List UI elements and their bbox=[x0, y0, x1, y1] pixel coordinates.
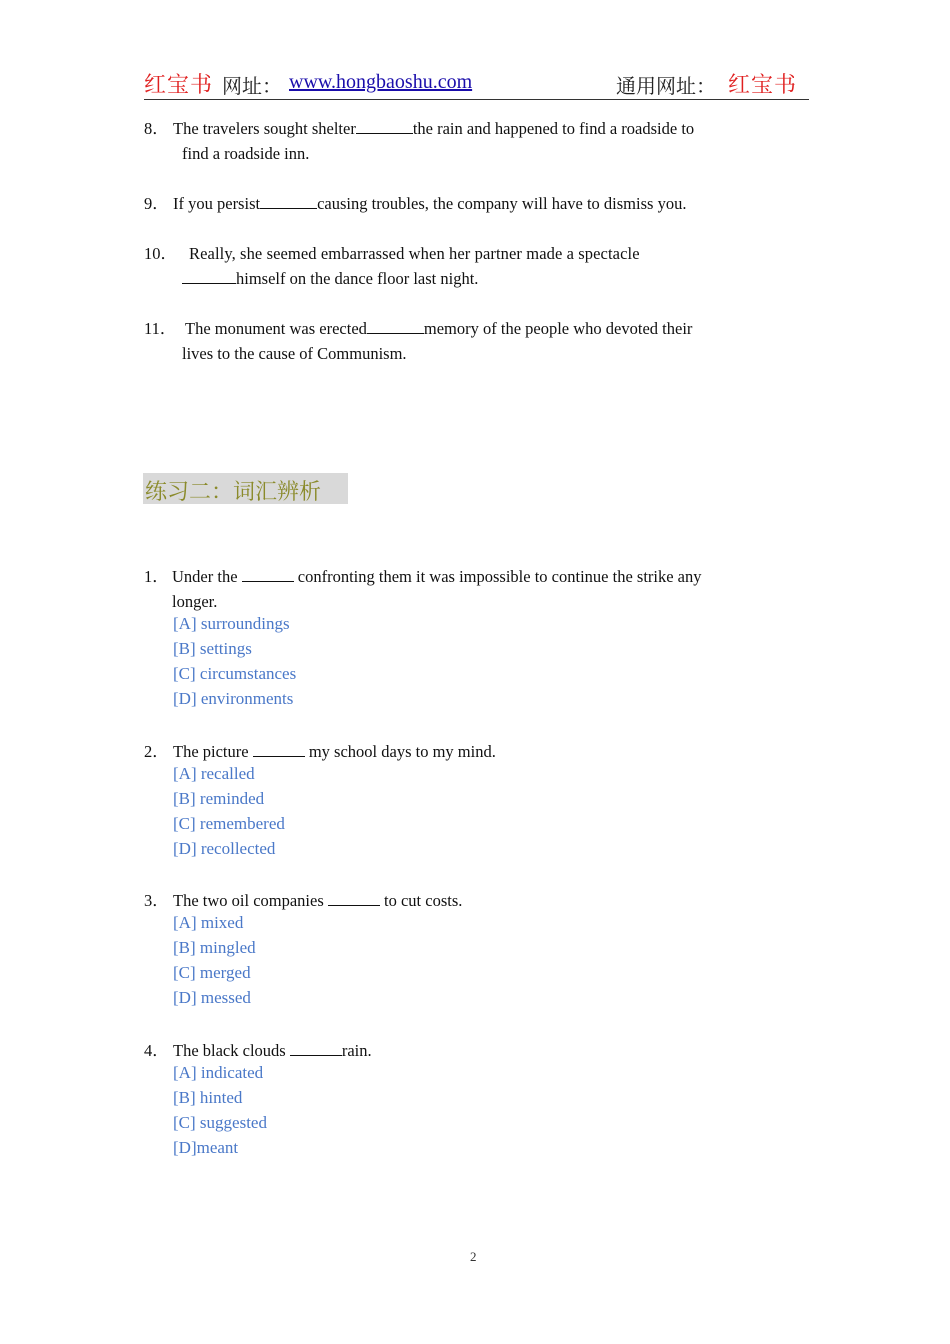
option-d[interactable]: [D]meant bbox=[173, 1138, 239, 1157]
question-10 bbox=[144, 241, 809, 291]
vocab-question-2 bbox=[144, 739, 809, 764]
website-link[interactable]: www.hongbaoshu.com bbox=[289, 71, 473, 93]
option-b[interactable]: [B] settings bbox=[173, 639, 252, 658]
section-heading bbox=[143, 473, 348, 504]
question-text: confronting them it was impossible to continue the strike any bbox=[293, 567, 702, 586]
question-text: Really, she seemed embarrassed when her partner made a spectacle bbox=[189, 244, 640, 263]
question-number: 3． bbox=[144, 891, 169, 910]
answer-blank[interactable] bbox=[253, 742, 305, 757]
question-text: himself on the dance floor last night. bbox=[236, 269, 479, 288]
question-text: causing troubles, the company will have to dismiss you. bbox=[317, 194, 687, 213]
question-8 bbox=[144, 116, 809, 166]
answer-blank[interactable] bbox=[242, 567, 294, 582]
option-c[interactable]: [C] merged bbox=[173, 963, 251, 982]
option-a[interactable]: [A] mixed bbox=[173, 913, 244, 932]
option-a[interactable]: [A] indicated bbox=[173, 1063, 264, 1082]
answer-blank[interactable] bbox=[260, 194, 317, 209]
question-text: lives to the cause of Communism. bbox=[182, 344, 407, 363]
question-text: The travelers sought shelter bbox=[173, 119, 356, 138]
question-11 bbox=[144, 316, 809, 366]
option-d[interactable]: [D] messed bbox=[173, 988, 251, 1007]
answer-blank[interactable] bbox=[356, 119, 413, 134]
question-text: memory of the people who devoted their bbox=[423, 319, 693, 338]
option-c[interactable]: [C] circumstances bbox=[173, 664, 297, 683]
option-b[interactable]: [B] mingled bbox=[173, 938, 256, 957]
option-b[interactable]: [B] hinted bbox=[173, 1088, 243, 1107]
question-text: Under the bbox=[172, 567, 242, 586]
url-label: 网址： bbox=[222, 74, 282, 98]
option-c[interactable]: [C] suggested bbox=[173, 1113, 267, 1132]
question-text: longer. bbox=[172, 592, 218, 611]
question-number: 10． bbox=[144, 244, 177, 263]
answer-blank[interactable] bbox=[328, 891, 380, 906]
option-a[interactable]: [A] surroundings bbox=[173, 614, 290, 633]
question-text: rain. bbox=[341, 1041, 372, 1060]
question-number: 2． bbox=[144, 742, 169, 761]
vocab-question-3 bbox=[144, 888, 809, 913]
vocab-question-1 bbox=[144, 564, 809, 614]
vocab-question-4 bbox=[144, 1038, 809, 1063]
question-text: to cut costs. bbox=[379, 891, 463, 910]
section-title: 练习二：词汇辨析 bbox=[145, 480, 322, 505]
question-number: 1． bbox=[144, 567, 169, 586]
question-text: the rain and happened to find a roadside to bbox=[412, 119, 695, 138]
question-number: 11． bbox=[144, 319, 177, 338]
option-d[interactable]: [D] environments bbox=[173, 689, 294, 708]
answer-blank[interactable] bbox=[290, 1041, 342, 1056]
general-url-label: 通用网址： bbox=[616, 74, 716, 98]
page-header bbox=[144, 66, 809, 100]
question-number: 9． bbox=[144, 194, 169, 213]
question-text: The two oil companies bbox=[173, 891, 328, 910]
option-d[interactable]: [D] recollected bbox=[173, 839, 276, 858]
page-number: 2 bbox=[470, 1249, 477, 1264]
brand-right-text: 红宝书 bbox=[727, 73, 797, 98]
question-text: The monument was erected bbox=[185, 319, 367, 338]
question-number: 8． bbox=[144, 119, 169, 138]
question-text: If you persist bbox=[173, 194, 261, 213]
question-9 bbox=[144, 191, 809, 216]
option-a[interactable]: [A] recalled bbox=[173, 764, 255, 783]
question-text: my school days to my mind. bbox=[304, 742, 496, 761]
question-number: 4． bbox=[144, 1041, 169, 1060]
answer-blank[interactable] bbox=[367, 319, 424, 334]
question-text: The picture bbox=[173, 742, 253, 761]
question-text: The black clouds bbox=[173, 1041, 290, 1060]
answer-blank[interactable] bbox=[182, 269, 236, 284]
option-c[interactable]: [C] remembered bbox=[173, 814, 285, 833]
brand-logo-text: 红宝书 bbox=[144, 73, 214, 98]
question-text: find a roadside inn. bbox=[182, 144, 310, 163]
option-b[interactable]: [B] reminded bbox=[173, 789, 265, 808]
